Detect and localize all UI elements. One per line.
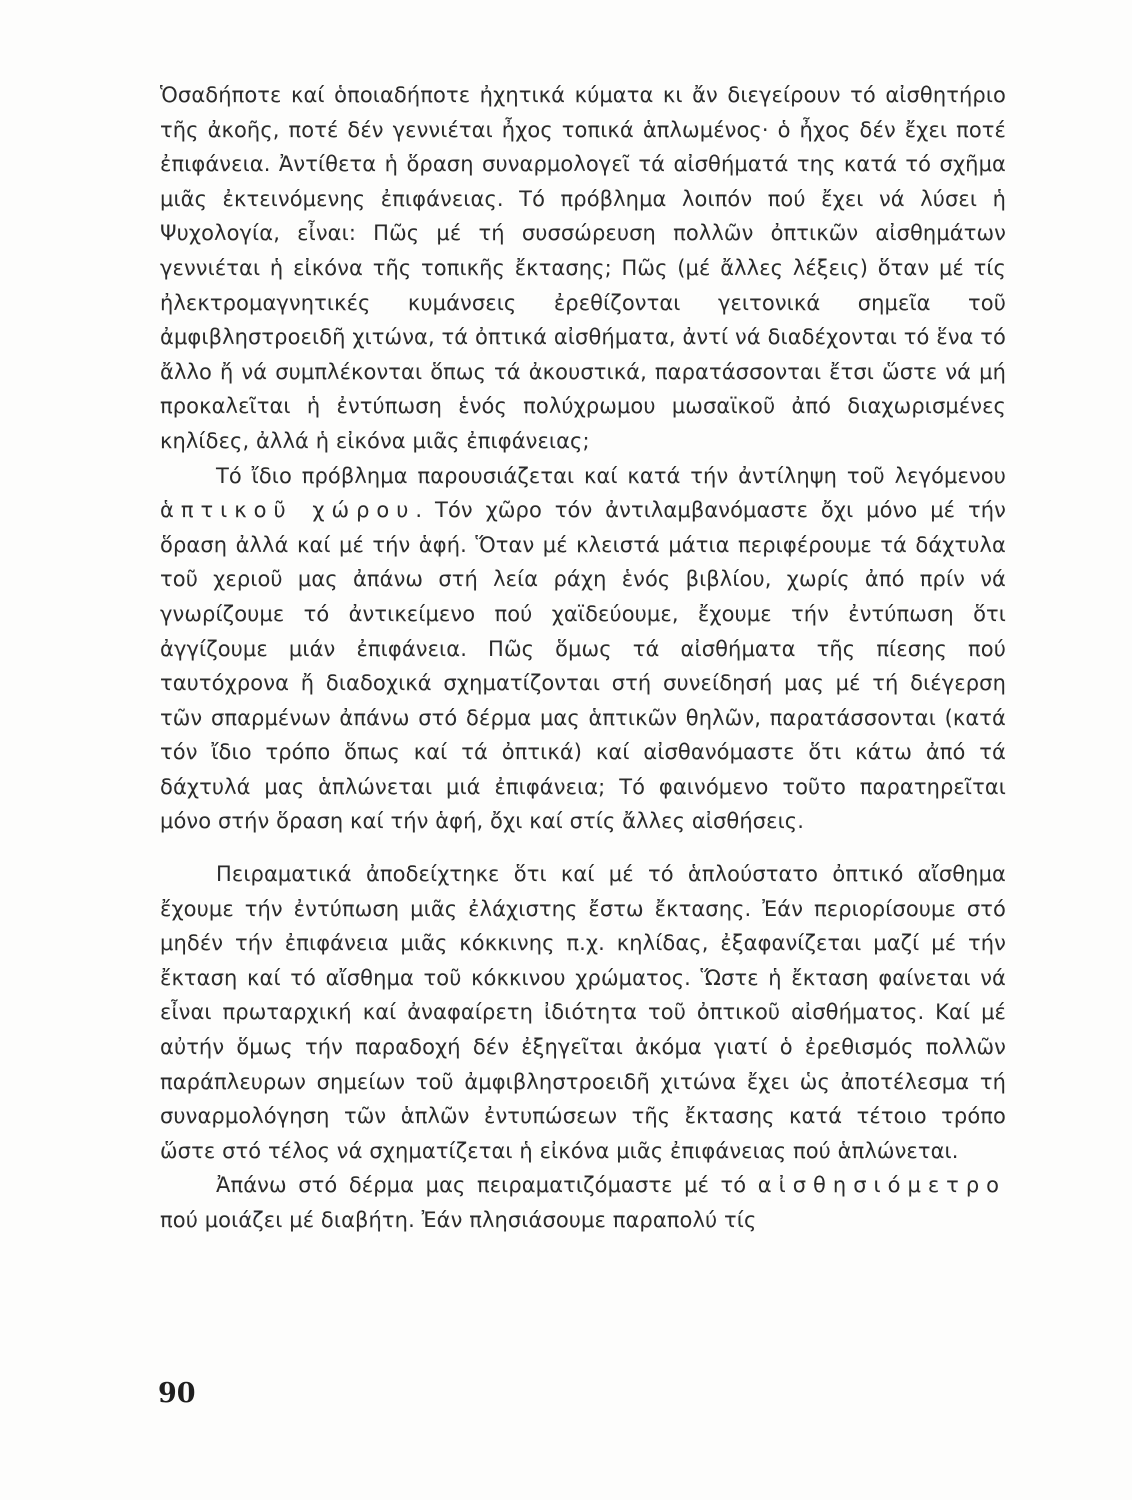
paragraph-4 xyxy=(160,1168,1006,1237)
paragraph-4-start: Ἀπάνω στό δέρμα μας πειραματιζόμαστε μέ τό xyxy=(216,1173,758,1198)
paragraph-1: Ὁσαδήποτε καί ὁποιαδήποτε ἠχητικά κύματα κι ἄν διεγείρουν τό αἰσθητήριο τῆς ἀκοῆς, ποτέ δέν γεννιέται ἦχος τοπικά ἁπλωμένος· ὁ ἦχος δέν ἔχει ποτέ ἐπιφάνεια. Ἀντίθετα ἡ ὅραση συναρμολογεῖ τά αἰσθήματά της κατά τό σχῆμα μιᾶς ἐκτεινόμενης ἐπιφάνειας. Τό πρόβλημα λοιπόν πού ἔχει νά λύσει ἡ Ψυχολογία, εἶναι: Πῶς μέ τή συσσώρευση πολλῶν ὀπτικῶν αἰσθημάτων γεννιέται ἡ εἰκόνα τῆς τοπικῆς ἔκτασης; Πῶς (μέ ἄλλες λέξεις) ὅταν μέ τίς ἠλεκτρομαγνητικές κυμάνσεις ἐρεθίζονται γειτονικά σημεῖα τοῦ ἀμφιβληστροειδῆ χιτώνα, τά ὀπτικά αἰσθήματα, ἀντί νά διαδέχονται τό ἕνα τό ἄλλο ἤ νά συμπλέκονται ὅπως τά ἀκουστικά, παρατάσσονται ἔτσι ὥστε νά μή προκαλεῖται ἡ ἐντύπωση ἑνός πολύχρωμου μωσαϊκοῦ ἀπό διαχωρισμένες κηλίδες, ἀλλά ἡ εἰκόνα μιᾶς ἐπιφάνειας; xyxy=(160,83,1006,453)
body-text xyxy=(160,78,1006,1238)
spaced-term-aesthesiometer: αἰσθησιόμετρο xyxy=(757,1173,1006,1198)
paragraph-4-rest: πού μοιάζει μέ διαβήτη. Ἐάν πλησιάσουμε παραπολύ τίς xyxy=(160,1208,757,1232)
paragraph-2 xyxy=(160,459,1006,840)
spaced-term-haptic-space: ἁπτικοῦ χώρου xyxy=(160,498,416,523)
paragraph-3: Πειραματικά ἀποδείχτηκε ὅτι καί μέ τό ἁπλούστατο ὀπτικό αἴσθημα ἔχουμε τήν ἐντύπωση μιᾶς ἐλάχιστης ἔστω ἔκτασης. Ἐάν περιορίσουμε στό μηδέν τήν ἐπιφάνεια μιᾶς κόκκινης π.χ. κηλίδας, ἐξαφανίζεται μαζί μέ τήν ἔκταση καί τό αἴσθημα τοῦ κόκκινου χρώματος. Ὥστε ἡ ἔκταση φαίνεται νά εἶναι πρωταρχική καί ἀναφαίρετη ἰδιότητα τοῦ ὀπτικοῦ αἰσθήματος. Καί μέ αὐτήν ὅμως τήν παραδοχή δέν ἐξηγεῖται ἀκόμα γιατί ὁ ἐρεθισμός πολλῶν παράπλευρων σημείων τοῦ ἀμφιβληστροειδῆ χιτώνα ἔχει ὡς ἀποτέλεσμα τή συναρμολόγηση τῶν ἁπλῶν ἐντυπώσεων τῆς ἔκτασης κατά τέτοιο τρόπο ὥστε στό τέλος νά σχηματίζεται ἡ εἰκόνα μιᾶς ἐπιφάνειας πού ἁπλώνεται. xyxy=(160,862,1006,1163)
paragraph-2-rest: . Τόν χῶρο τόν ἀντιλαμβανόμαστε ὄχι μόνο μέ τήν ὅραση ἀλλά καί μέ τήν ἁφή. Ὅταν μέ κλειστά μάτια περιφέρουμε τά δάχτυλα τοῦ χεριοῦ μας ἀπάνω στή λεία ράχη ἑνός βιβλίου, χωρίς ἀπό πρίν νά γνωρίζουμε τό ἀντικείμενο πού χαϊδεύουμε, ἔχουμε τήν ἐντύπωση ὅτι ἀγγίζουμε μιάν ἐπιφάνεια. Πῶς ὅμως τά αἰσθήματα τῆς πίεσης πού ταυτόχρονα ἤ διαδοχικά σχηματίζονται στή συνείδησή μας μέ τή διέγερση τῶν σπαρμένων ἀπάνω στό δέρμα μας ἁπτικῶν θηλῶν, παρατάσσονται (κατά τόν ἴδιο τρόπο ὅπως καί τά ὀπτικά) καί αἰσθανόμαστε ὅτι κάτω ἀπό τά δάχτυλά μας ἁπλώνεται μιά ἐπιφάνεια; Τό φαινόμενο τοῦτο παρατηρεῖται μόνο στήν ὅραση καί τήν ἁφή, ὄχι καί στίς ἄλλες αἰσθήσεις. xyxy=(160,498,1006,834)
page-number: 90 xyxy=(158,1378,196,1409)
paragraph-2-start: Τό ἴδιο πρόβλημα παρουσιάζεται καί κατά τήν ἀντίληψη τοῦ λεγόμενου xyxy=(216,463,1006,488)
